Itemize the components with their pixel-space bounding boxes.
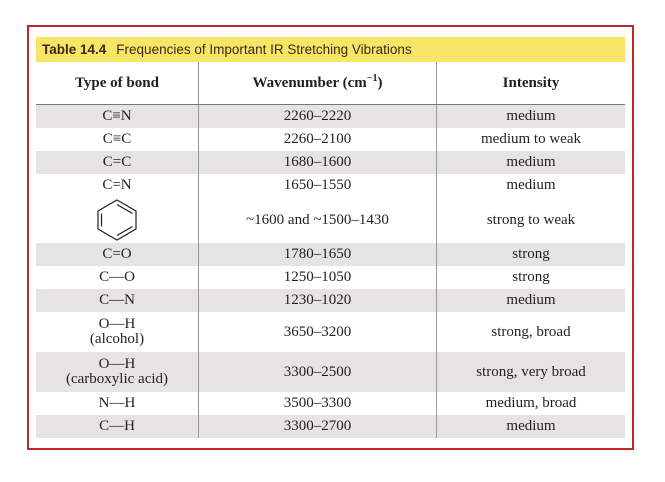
- wavenumber-cell: 2260–2220: [199, 105, 437, 129]
- bond-cell: C=O: [36, 243, 199, 266]
- wavenumber-cell: 1230–1020: [199, 289, 437, 312]
- table-row: [36, 243, 625, 266]
- bond-formula: O—H: [98, 316, 136, 332]
- intensity-cell: strong to weak: [437, 197, 626, 243]
- intensity-cell: medium, broad: [437, 392, 626, 415]
- header-wavenumber: Wavenumber $(cm^{-1})$: [199, 62, 437, 105]
- bond-cell: C—H: [36, 415, 199, 438]
- bond-note: (carboxylic acid): [65, 371, 169, 387]
- intensity-cell: medium: [437, 415, 626, 438]
- wavenumber-cell: 3300–2700: [199, 415, 437, 438]
- wavenumber-cell: 1250–1050: [199, 266, 437, 289]
- bond-cell: C≡N: [36, 105, 199, 129]
- table-title-bar: [36, 37, 625, 62]
- table-frame: [27, 25, 634, 450]
- bond-cell: N—H: [36, 392, 199, 415]
- wavenumber-cell: 3650–3200: [199, 312, 437, 352]
- wavenumber-cell: 1780–1650: [199, 243, 437, 266]
- wavenumber-cell: 3300–2500: [199, 352, 437, 392]
- table-row: [36, 266, 625, 289]
- wavenumber-cell: 1680–1600: [199, 151, 437, 174]
- bond-cell: C=C: [36, 151, 199, 174]
- table-row: [36, 197, 625, 243]
- bond-cell: C—O: [36, 266, 199, 289]
- bond-cell: C=N: [36, 174, 199, 197]
- table-number: Table 14.4: [42, 42, 107, 57]
- intensity-cell: medium: [437, 151, 626, 174]
- table-row: [36, 151, 625, 174]
- wavenumber-cell: 1650–1550: [199, 174, 437, 197]
- header-intensity: Intensity: [437, 62, 626, 105]
- intensity-cell: medium to weak: [437, 128, 626, 151]
- table-row: [36, 174, 625, 197]
- bond-cell: [36, 197, 199, 243]
- ir-frequency-table: [36, 62, 625, 438]
- benzene-ring-icon: [94, 198, 140, 242]
- intensity-cell: medium: [437, 289, 626, 312]
- bond-cell: [36, 312, 199, 352]
- bond-cell: C≡C: [36, 128, 199, 151]
- bond-note: (alcohol): [89, 331, 145, 347]
- table-row: [36, 352, 625, 392]
- intensity-cell: strong, very broad: [437, 352, 626, 392]
- intensity-cell: medium: [437, 105, 626, 129]
- intensity-cell: strong: [437, 243, 626, 266]
- wavenumber-cell: ~1600 and ~1500–1430: [199, 197, 437, 243]
- table-row: [36, 392, 625, 415]
- table-row: [36, 128, 625, 151]
- wavenumber-cell: 2260–2100: [199, 128, 437, 151]
- bond-formula: O—H: [98, 356, 136, 372]
- bond-cell: [36, 352, 199, 392]
- bond-cell: C—N: [36, 289, 199, 312]
- table-row: [36, 289, 625, 312]
- intensity-cell: strong: [437, 266, 626, 289]
- intensity-cell: strong, broad: [437, 312, 626, 352]
- table-row: [36, 312, 625, 352]
- intensity-cell: medium: [437, 174, 626, 197]
- table-title: Frequencies of Important IR Stretching Vibrations: [116, 42, 412, 57]
- table-row: [36, 415, 625, 438]
- wavenumber-cell: 3500–3300: [199, 392, 437, 415]
- table-row: [36, 105, 625, 129]
- header-bond: Type of bond: [36, 62, 199, 105]
- header-row: [36, 62, 625, 105]
